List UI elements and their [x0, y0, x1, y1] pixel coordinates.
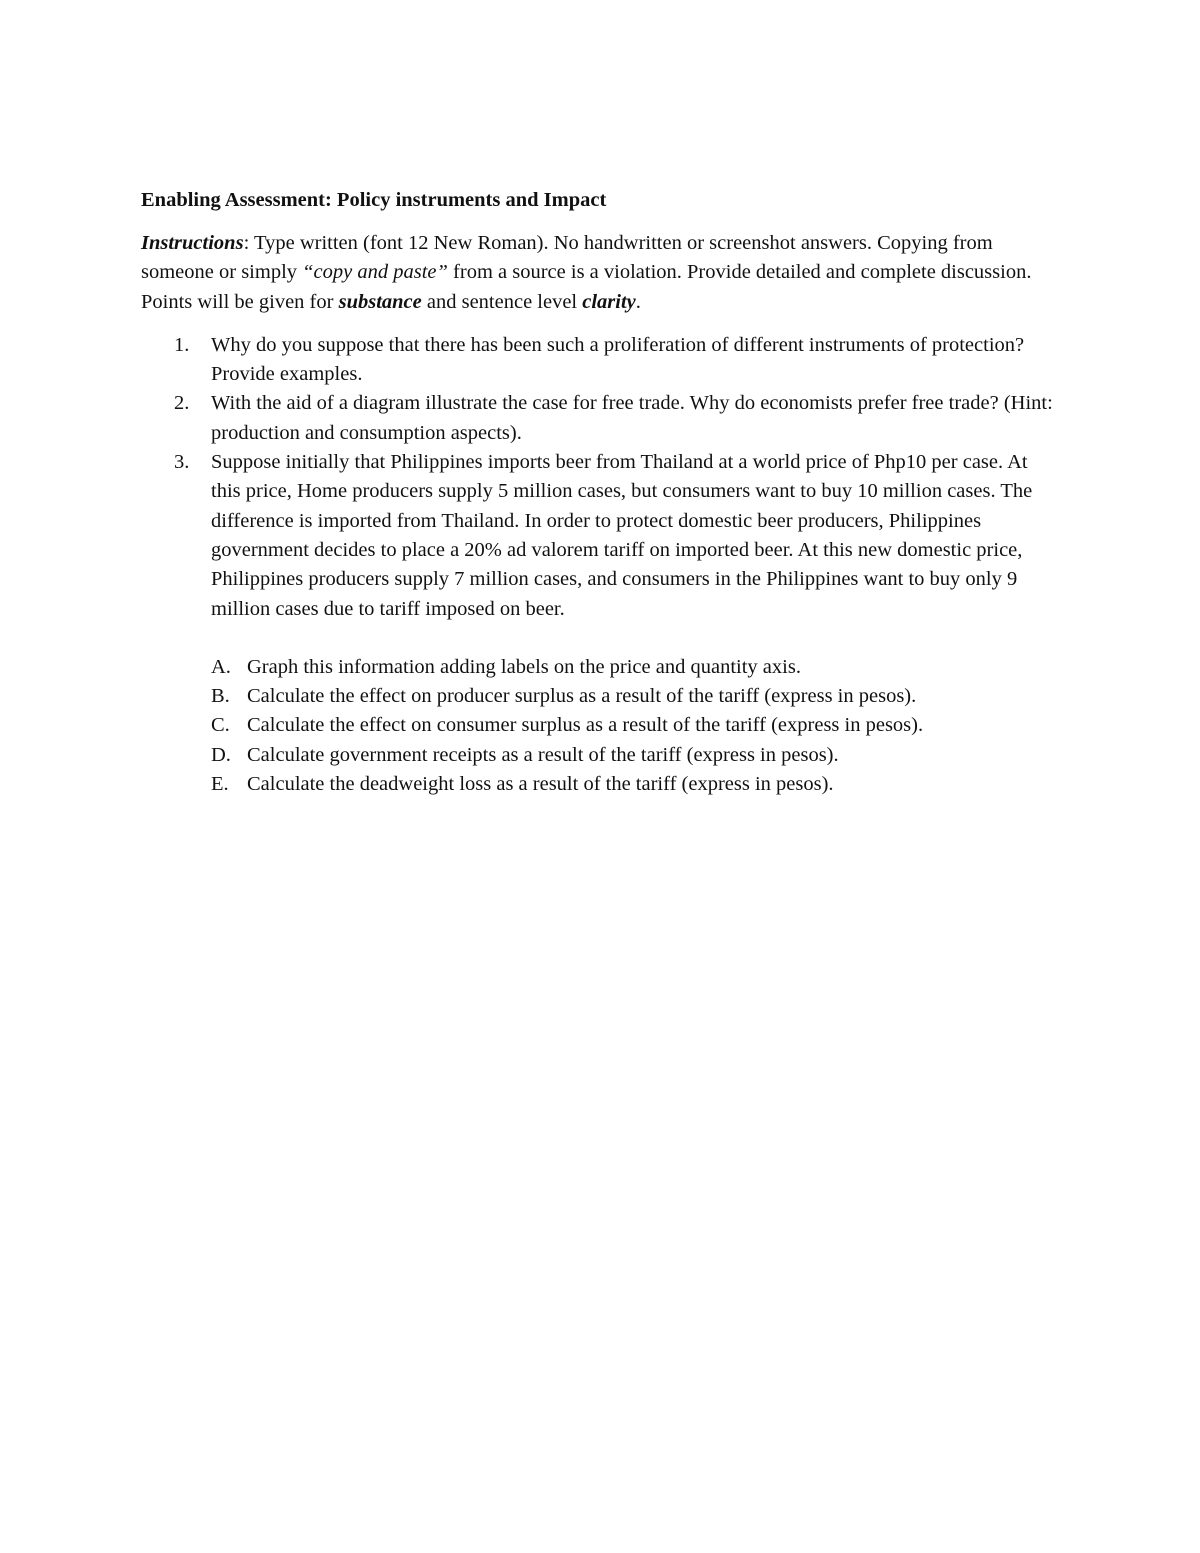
question-text: Why do you suppose that there has been such a proliferation of different instruments of protection? Provide examples. — [211, 333, 1025, 386]
document-body — [141, 186, 1061, 799]
sub-question-item — [141, 653, 1061, 682]
instructions-text-3: and sentence level — [421, 290, 583, 313]
instructions-emphasis-clarity: clarity — [582, 290, 636, 313]
instructions-emphasis-substance: substance — [338, 290, 422, 313]
question-text: With the aid of a diagram illustrate the case for free trade. Why do economists prefer free trade? (Hint: production and consumption aspects). — [211, 392, 1053, 444]
instructions-text-2: from a source is a violation. Provide detailed and complete discussion. Points will be given for — [141, 261, 1032, 313]
instructions-label: Instructions — [141, 232, 244, 254]
sub-question-text: Calculate the effect on producer surplus as a result of the tariff (express in pesos). — [247, 685, 917, 708]
instructions-paragraph — [141, 229, 1061, 317]
question-number: 3. — [174, 451, 190, 474]
sub-question-letter: B. — [211, 685, 230, 708]
instructions-text-1: Type written (font 12 New Roman). No handwritten or screenshot answers. Copying from someone or simply — [141, 232, 993, 284]
question-item — [141, 331, 1061, 390]
document-title: Enabling Assessment: Policy instruments and Impact — [141, 189, 607, 211]
sub-question-letter: D. — [211, 743, 231, 766]
instructions-end: . — [635, 290, 641, 313]
sub-question-item — [141, 682, 1061, 711]
instructions-colon: : — [243, 232, 255, 254]
sub-question-text: Calculate the effect on consumer surplus as a result of the tariff (express in pesos). — [247, 714, 924, 737]
sub-question-text: Calculate the deadweight loss as a result of the tariff (express in pesos). — [247, 773, 834, 796]
sub-question-letter: A. — [211, 655, 231, 678]
question-list — [141, 331, 1061, 624]
question-number: 2. — [174, 392, 190, 415]
question-text: Suppose initially that Philippines imports beer from Thailand at a world price of Php10 per case. At this price, Home producers supply 5 million cases, but consumers want to buy 10 million cases. The difference is imported from Thailand. In order to protect domestic beer producers, Philippines government decides to place a 20% ad valorem tariff on imported beer. At this new domestic price, Philippines producers supply 7 million cases, and consumers in the Philippines want to buy only 9 million cases due to tariff imposed on beer. — [211, 451, 1033, 620]
sub-question-text: Calculate government receipts as a result of the tariff (express in pesos). — [247, 743, 839, 766]
instructions-quote: “copy and paste” — [302, 261, 448, 284]
sub-question-item — [141, 770, 1061, 799]
sub-question-item — [141, 711, 1061, 740]
question-item — [141, 389, 1061, 448]
sub-question-text: Graph this information adding labels on the price and quantity axis. — [247, 655, 801, 678]
question-item — [141, 448, 1061, 624]
sub-question-list — [141, 653, 1061, 799]
question-number: 1. — [174, 333, 190, 356]
sub-question-letter: E. — [211, 773, 229, 796]
sub-question-item — [141, 741, 1061, 770]
sub-question-letter: C. — [211, 714, 230, 737]
